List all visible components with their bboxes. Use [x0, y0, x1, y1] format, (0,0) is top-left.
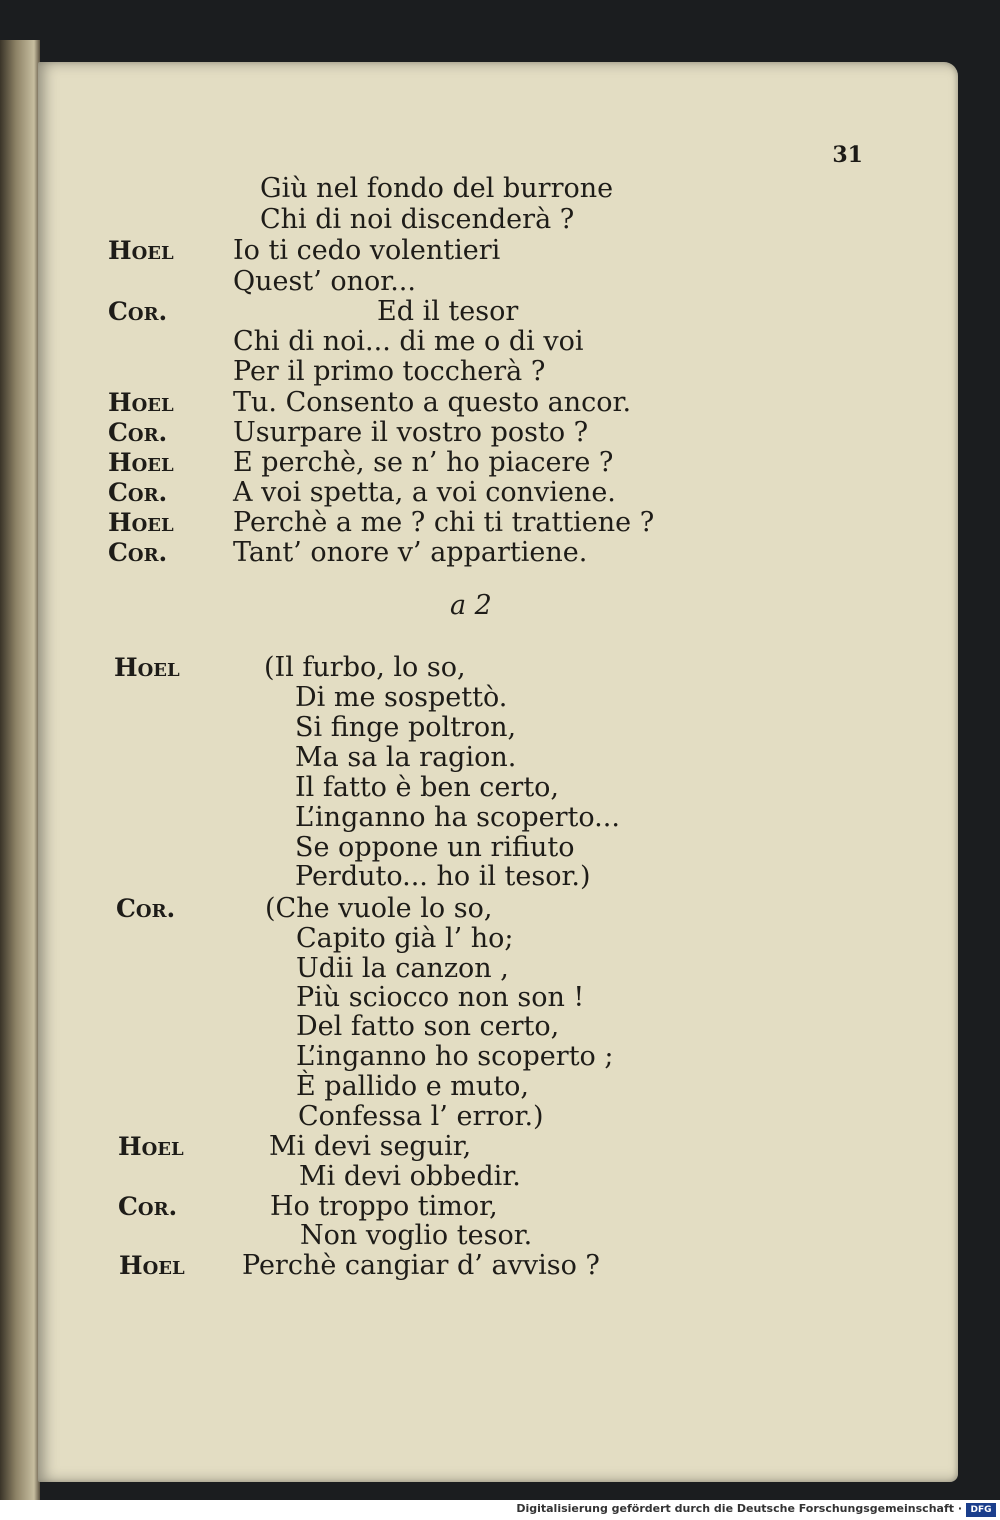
- verse-text: Tant’ onore v’ appartiene.: [233, 537, 588, 568]
- dialogue-line: [0, 803, 960, 833]
- dialogue-line: [0, 1012, 960, 1042]
- dialogue-line: [0, 205, 960, 235]
- dialogue-line: [0, 713, 960, 743]
- dialogue-line: [0, 1132, 960, 1162]
- speaker-name: Hoel: [119, 1251, 185, 1280]
- verse-text: Si finge poltron,: [295, 712, 517, 743]
- dialogue-line: [0, 954, 960, 984]
- duet-heading: a 2: [450, 590, 492, 621]
- dialogue-line: [0, 448, 960, 478]
- speaker-name: Cor.: [108, 478, 168, 507]
- speaker-name: Hoel: [108, 236, 174, 265]
- dialogue-line: [0, 683, 960, 713]
- dialogue-line: [0, 983, 960, 1013]
- dialogue-line: [0, 1251, 960, 1281]
- dfg-logo: DFG: [966, 1503, 996, 1517]
- verse-text: Perduto... ho il tesor.): [295, 861, 591, 892]
- speaker-name: Hoel: [108, 448, 174, 477]
- dialogue-line: [0, 236, 960, 266]
- verse-text: Perchè cangiar d’ avviso ?: [242, 1250, 600, 1281]
- verse-text: Più sciocco non son !: [296, 982, 585, 1013]
- verse-text: Del fatto son certo,: [296, 1011, 560, 1042]
- speaker-name: Cor.: [108, 538, 168, 567]
- verse-text: Chi di noi discenderà ?: [260, 204, 575, 235]
- speaker-name: Hoel: [114, 653, 180, 682]
- dialogue-line: [0, 773, 960, 803]
- verse-text: Non voglio tesor.: [300, 1220, 533, 1251]
- dialogue-line: [0, 1102, 960, 1132]
- speaker-name: Cor.: [118, 1192, 178, 1221]
- dialogue-line: [0, 357, 960, 387]
- dialogue-line: [0, 418, 960, 448]
- footer-credit: Digitalisierung gefördert durch die Deutsche Forschungsgemeinschaft ·: [516, 1502, 962, 1515]
- verse-text: Tu. Consento a questo ancor.: [233, 387, 632, 418]
- dialogue-line: [0, 653, 960, 683]
- verse-text: Confessa l’ error.): [298, 1101, 544, 1132]
- verse-text: Capito già l’ ho;: [296, 923, 514, 954]
- dialogue-line: [0, 538, 960, 568]
- dialogue-line: [0, 297, 960, 327]
- verse-text: Giù nel fondo del burrone: [260, 173, 614, 204]
- speaker-name: Hoel: [108, 388, 174, 417]
- dialogue-line: [0, 1162, 960, 1192]
- verse-text: Di me sospettò.: [295, 682, 508, 713]
- speaker-name: Cor.: [108, 297, 168, 326]
- dialogue-line: [0, 1042, 960, 1072]
- verse-text: L’inganno ha scoperto...: [295, 802, 620, 833]
- verse-text: Mi devi seguir,: [269, 1131, 472, 1162]
- verse-text: A voi spetta, a voi conviene.: [233, 477, 616, 508]
- verse-text: Chi di noi... di me o di voi: [233, 326, 584, 357]
- verse-text: Io ti cedo volentieri: [233, 235, 501, 266]
- verse-text: Udii la canzon ,: [296, 953, 509, 984]
- speaker-name: Cor.: [116, 894, 176, 923]
- verse-text: Mi devi obbedir.: [299, 1161, 521, 1192]
- verse-text: Ma sa la ragion.: [295, 742, 517, 773]
- dialogue-line: [0, 388, 960, 418]
- dialogue-line: [0, 327, 960, 357]
- verse-text: Usurpare il vostro posto ?: [233, 417, 589, 448]
- dialogue-line: [0, 743, 960, 773]
- speaker-name: Cor.: [108, 418, 168, 447]
- speaker-name: Hoel: [118, 1132, 184, 1161]
- dialogue-line: [0, 174, 960, 204]
- verse-text: Il fatto è ben certo,: [295, 772, 560, 803]
- verse-text: È pallido e muto,: [296, 1071, 529, 1102]
- verse-text: Quest’ onor...: [233, 266, 416, 297]
- page-number: 31: [832, 142, 863, 168]
- dialogue-line: [0, 508, 960, 538]
- dialogue-line: [0, 833, 960, 863]
- dialogue-line: [0, 862, 960, 892]
- verse-text: Per il primo toccherà ?: [233, 356, 546, 387]
- dialogue-line: [0, 1221, 960, 1251]
- verse-text: (Che vuole lo so,: [265, 893, 493, 924]
- verse-text: Perchè a me ? chi ti trattiene ?: [233, 507, 655, 538]
- verse-text: Ho troppo timor,: [270, 1191, 498, 1222]
- dialogue-line: [0, 894, 960, 924]
- dialogue-line: [0, 1072, 960, 1102]
- dialogue-line: [0, 1192, 960, 1222]
- dialogue-line: [0, 267, 960, 297]
- dialogue-line: [0, 478, 960, 508]
- verse-text: (Il furbo, lo so,: [264, 652, 466, 683]
- verse-text: Se oppone un rifiuto: [295, 832, 575, 863]
- speaker-name: Hoel: [108, 508, 174, 537]
- dialogue-line: [0, 924, 960, 954]
- verse-text: Ed il tesor: [377, 296, 519, 327]
- verse-text: E perchè, se n’ ho piacere ?: [233, 447, 614, 478]
- verse-text: L’inganno ho scoperto ;: [296, 1041, 614, 1072]
